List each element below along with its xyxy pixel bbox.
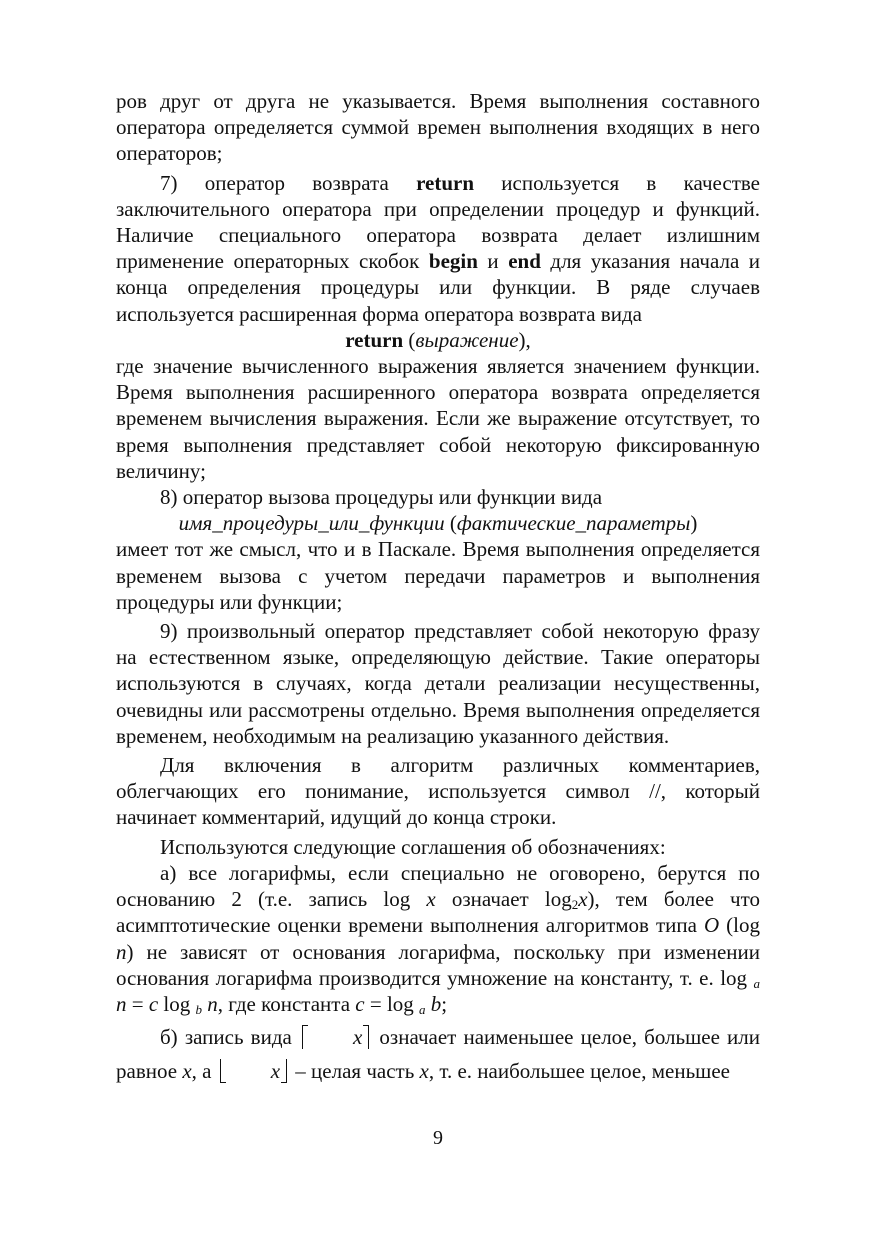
text: , т. е. наибольшее целое, меньшее [428,1059,730,1084]
text: б) запись вида [160,1025,299,1050]
formula-proc-name: имя_процедуры_или_функции [178,511,445,536]
paragraph-arbitrary-operator: 9) произвольный оператор представляет собой некоторую фразу на естественном языке, определяющую действие. Такие операторы используются в случаях, когда детали реализации несущественны, очевидны или рассмотрены отдельно. Время выполнения определяется временем, необходимым на реализацию указанного действия. [116,619,760,748]
text: – целая часть [290,1059,420,1084]
var-x: x [182,1059,192,1084]
var-x: x [426,887,436,912]
formula-call [116,510,760,536]
var-x: x [578,887,588,912]
text: ), [518,327,531,352]
keyword-return: return [416,170,474,195]
text: означает log [435,887,572,912]
text: ( [403,327,416,352]
text: означает наименьшее целое, большее или равное [116,1025,760,1084]
text: а) все логарифмы, если специально не оговорено, берутся по основанию 2 (т.е. запись [116,860,760,912]
var-n: n [116,939,127,964]
paragraph-1: ров друг от друга не указывается. Время выполнения составного оператора определяется суммой времен выполнения входящих в него операторов; [116,89,760,166]
formula-args: фактические_параметры [456,511,691,536]
page-number: 9 [433,1127,443,1149]
formula-return [116,327,760,353]
paragraph-ceil-floor [116,1020,760,1088]
paragraph-comments: Для включения в алгоритм различных комментариев, облегчающих его понимание, используется символ //, который начинает комментарий, идущий до конца строки. [116,753,760,830]
var-n: n [202,991,218,1016]
text: log [158,991,196,1016]
text: = log [364,991,420,1016]
formula-argument: выражение [415,327,519,352]
text: для указания начала и конца определения процедуры или функции. В ряде случаев используется расширенная форма оператора возврата вида [116,249,761,326]
text: , где константа [217,991,356,1016]
subscript: 2 [571,897,579,913]
text: ) [690,511,698,536]
paragraph-call-operator: 8) оператор вызова процедуры или функции вида [160,485,603,510]
text: ) не зависят от основания логарифма, поскольку при изменении основания логарифма производится умножение на константу, т. е. log [116,939,760,990]
page-body [116,88,760,1088]
text: и [477,249,509,274]
ceil-bracket: x [302,1024,369,1050]
text: используется в качестве заключительного оператора при определении процедур и функций. Наличие специального оператора возврата делает излишним применение операторных скобок [116,170,760,274]
keyword-begin: begin [428,249,478,274]
subscript: a [753,975,760,991]
paragraph-conventions: Используются следующие соглашения об обозначениях: [160,834,666,859]
paragraph-3: где значение вычисленного выражения является значением функции. Время выполнения расширенного оператора возврата определяется временем вычисления выражения. Если же выражение отсутствует, то время выполнения представляет собой некоторую фиксированную величину; [116,354,760,483]
keyword-end: end [508,249,541,274]
var-x: x [419,1059,429,1084]
paragraph-logarithms [116,860,760,1017]
keyword-return: return [345,327,404,352]
var-n: n [116,991,127,1016]
text: ; [441,991,448,1016]
text: 7) оператор возврата [160,170,417,195]
text: ), тем более что асимптотические оценки времени выполнения алгоритмов типа [116,887,760,938]
text: , а [191,1059,217,1084]
subscript: a [419,1001,426,1017]
floor-bracket: x [220,1058,287,1084]
text: ( [444,511,457,536]
text: (log [719,913,761,938]
paragraph-5: имеет тот же смысл, что и в Паскале. Время выполнения определяется временем вызова с учетом передачи параметров и выполнения процедуры или функции; [116,537,760,614]
paragraph-return-operator [116,170,760,327]
text: log [383,887,427,912]
var-b: b [425,991,442,1016]
subscript: b [195,1001,203,1017]
var-c: c [355,991,365,1016]
text: = [126,991,149,1016]
var-c: c [148,991,159,1016]
var-O: O [703,913,720,938]
